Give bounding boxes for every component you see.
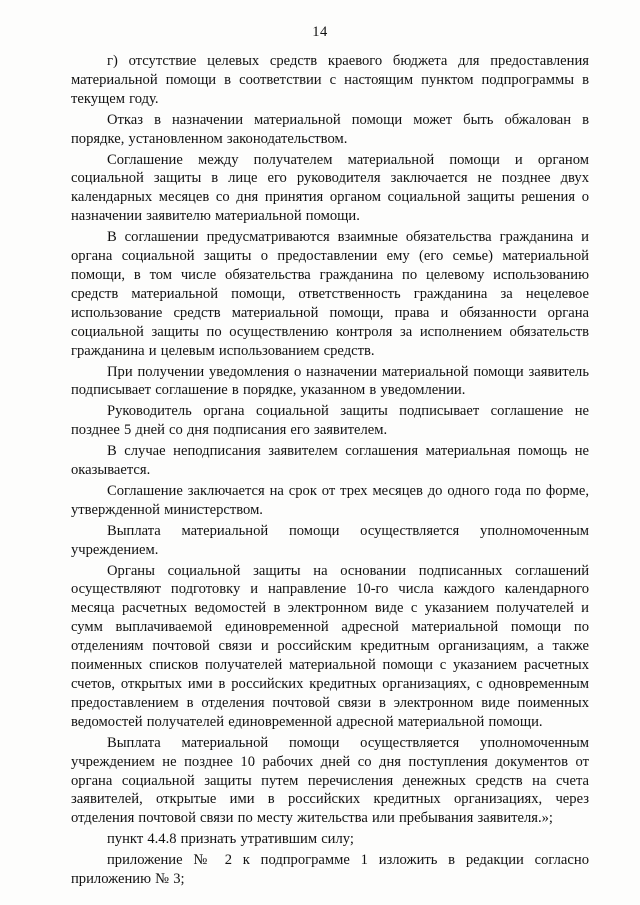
paragraph-statements-preparation: Органы социальной защиты на основании подписанных соглашений осуществляют подготовку и направление 10-го числа каждого календарного месяца расчетных ведомостей в электронном виде с указанием получателей и сумм выплачиваемой единовременной адресной материальной помощи по отделениям почтовой связи и российским кредитным организациям, а также поименных списков получателей материальной помощи с указанием расчетных счетов, открытых ими в российских кредитных организациях, с одновременным предоставлением в отделения почтовой связи в электронном виде поименных ведомостей получателей единовременной адресной материальной помощи. xyxy=(71,562,589,730)
paragraph-notification-signing: При получении уведомления о назначении материальной помощи заявитель подписывает соглашение в порядке, указанном в уведомлении. xyxy=(71,363,589,399)
paragraph-annex-amendment: приложение № 2 к подпрограмме 1 изложить в редакции согласно приложению № 3; xyxy=(71,852,589,888)
document-body xyxy=(71,52,589,891)
paragraph-payment-institution: Выплата материальной помощи осуществляется уполномоченным учреждением. xyxy=(71,522,589,558)
paragraph-agreement-duration: Соглашение заключается на срок от трех месяцев до одного года по форме, утвержденной министерством. xyxy=(71,482,589,518)
paragraph-refusal-reason: г) отсутствие целевых средств краевого бюджета для предоставления материальной помощи в соответствии с настоящим пунктом подпрограммы в текущем году. xyxy=(71,53,589,107)
paragraph-head-signing: Руководитель органа социальной защиты подписывает соглашение не позднее 5 дней со дня подписания его заявителем. xyxy=(71,403,589,439)
paragraph-appeal: Отказ в назначении материальной помощи может быть обжалован в порядке, установленном законодательством. xyxy=(71,111,589,147)
paragraph-agreement-term: Соглашение между получателем материальной помощи и органом социальной защиты в лице его руководителя заключается не позднее двух календарных месяцев со дня принятия органом социальной защиты решения о назначении заявителю материальной помощи. xyxy=(71,151,589,225)
paragraph-payment-deadline: Выплата материальной помощи осуществляется уполномоченным учреждением не позднее 10 рабочих дней со дня поступления документов от органа социальной защиты путем перечисления денежных средств на счета заявителей, открытые ими в российских кредитных организациях, через отделения почтовой связи по месту жительства или пребывания заявителя.»; xyxy=(71,734,589,827)
page-number: 14 xyxy=(312,24,328,40)
paragraph-non-signing: В случае неподписания заявителем соглашения материальная помощь не оказывается. xyxy=(71,443,589,479)
paragraph-clause-repeal: пункт 4.4.8 признать утратившим силу; xyxy=(107,831,354,848)
paragraph-agreement-obligations: В соглашении предусматриваются взаимные обязательства гражданина и органа социальной защиты о предоставлении ему (его семье) материальной помощи, в том числе обязательства гражданина по целевому использованию средств материальной помощи, ответственность гражданина за нецелевое использование средств материальной помощи, права и обязанности органа социальной защиты по осуществлению контроля за исполнением обязательств гражданина и целевым использованием средств. xyxy=(71,229,589,359)
